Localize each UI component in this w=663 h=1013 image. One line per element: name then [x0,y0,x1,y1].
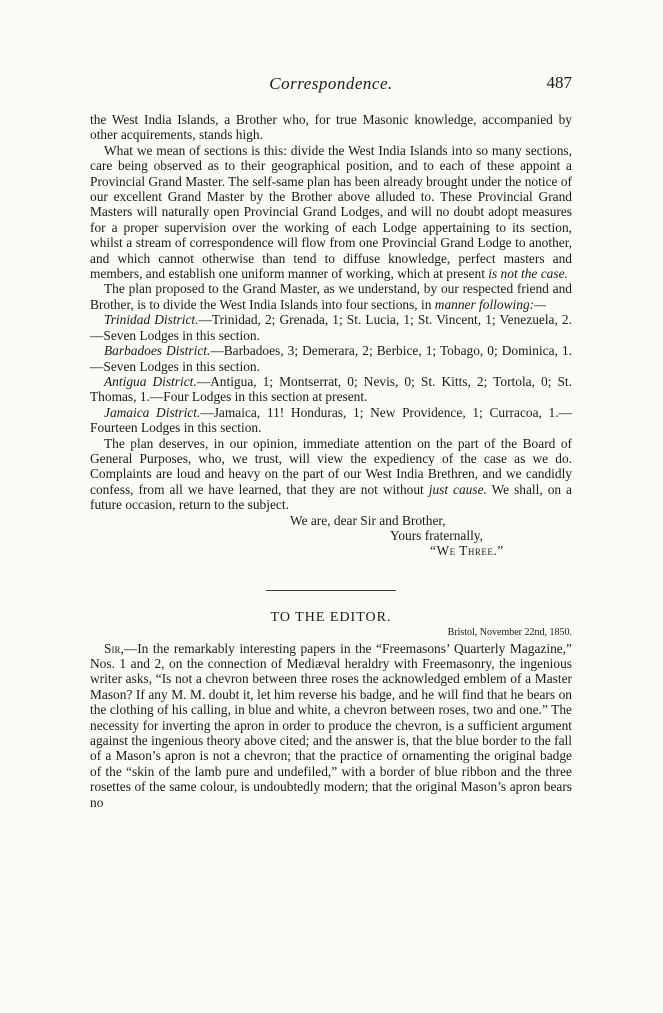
paragraph [90,281,572,312]
paragraph-text: The plan deserves, in our opinion, immediate attention on the part of the Board of General Purposes, who, we trust, will view the expediency of the case as we do. Complaints are loud and heavy on the part of our West India Brethren, and we candidly confess, from all we have learned, that they are not without [90,435,572,497]
district-entry [90,343,572,374]
district-name: Antigua District. [104,373,197,389]
running-head-title: Correspondence. [269,74,393,93]
district-text: —Barbadoes, 3; Demerara, 2; Berbice, 1; Tobago, 0; Dominica, 1.—Seven Lodges in this section. [90,343,572,374]
district-name: Barbadoes District. [104,343,211,359]
district-entry [90,312,572,343]
paragraph: the West India Islands, a Brother who, for true Masonic knowledge, accompanied by other acquirements, stands high. [90,112,572,143]
dateline: Bristol, November 22nd, 1850. [447,627,572,639]
closing-line: We are, dear Sir and Brother, [290,512,446,528]
district-entry [90,374,572,405]
letter-text: —In the remarkably interesting papers in the “Freemasons’ Quarterly Magazine,” Nos. 1 and 2, on the connection of Mediæval heraldry with Freemasonry, the ingenious writer asks, “Is not a chevron between three roses the acknowledged emblem of a Master Mason? If any M. M. doubt it, let him reverse his badge, and he will find that he bears on the clothing of his calling, in blue and white, a chevron between roses, two and one.” The necessity for inverting the apron in order to produce the chevron, is a sufficient argument against the ingenious theory above cited; and the answer is, that the blue border to the fall of a Mason’s apron is not a chevron; that the practice of ornamenting the original badge of the “skin of the lamb pure and undefiled,” with a border of blue ribbon and the three rosettes of the same colour, is undoubtedly modern; that the original Mason’s apron bears no [90,640,572,810]
district-text: —Trinidad, 2; Grenada, 1; St. Lucia, 1; St. Vincent, 1; Venezuela, 2.—Seven Lodges in this section. [90,312,572,343]
district-text: —Jamaica, 11! Honduras, 1; New Providence, 1; Curracoa, 1.—Fourteen Lodges in this section. [90,404,572,436]
paragraph-text: What we mean of sections is this: divide the West India Islands into so many sections, care being observed as to their geographical position, and to each of these appoint a Provincial Grand Master. The self-same plan has been already brought under the notice of our excellent Grand Master by the Brother above alluded to. These Provincial Grand Masters will naturally open Provincial Grand Lodges, and will no doubt adopt measures for a proper supervision over the working of each Lodge appertaining to its section, whilst a stream of correspondence will flow from one Provincial Grand Lodge to another, and which cannot otherwise than tend to diffuse knowledge, perfect masters and members, and establish one uniform manner of working, which at present [90,142,572,282]
salutation: Sir, [104,640,124,656]
section-divider [266,590,396,591]
section-heading: TO THE EDITOR. [270,609,392,625]
closing-line: Yours fraternally, [390,527,483,543]
page-text [90,112,572,810]
paragraph-text: We shall, on a future occasion, return to the subject. [90,481,572,513]
district-name: Trinidad District. [104,312,199,328]
paragraph [90,143,572,282]
paragraph [90,436,572,513]
district-text: —Antigua, 1; Montserrat, 0; Nevis, 0; St. Kitts, 2; Tortola, 0; St. Thomas, 1.—Four Lodges in this section at present. [90,373,573,405]
emphasis-text: is not the case. [488,266,568,282]
signature: “We Three.” [430,543,504,559]
page-number: 487 [546,73,572,92]
letter-paragraph [90,641,572,810]
district-name: Jamaica District. [104,404,201,420]
paragraph-text: The plan proposed to the Grand Master, as we understand, by our respected friend and Brother, is to divide the West India Islands into four sections, in [90,281,572,312]
emphasis-text: just cause. [428,481,487,497]
running-head [90,74,572,96]
district-entry [90,405,572,436]
emphasis-text: manner following:— [434,296,546,312]
